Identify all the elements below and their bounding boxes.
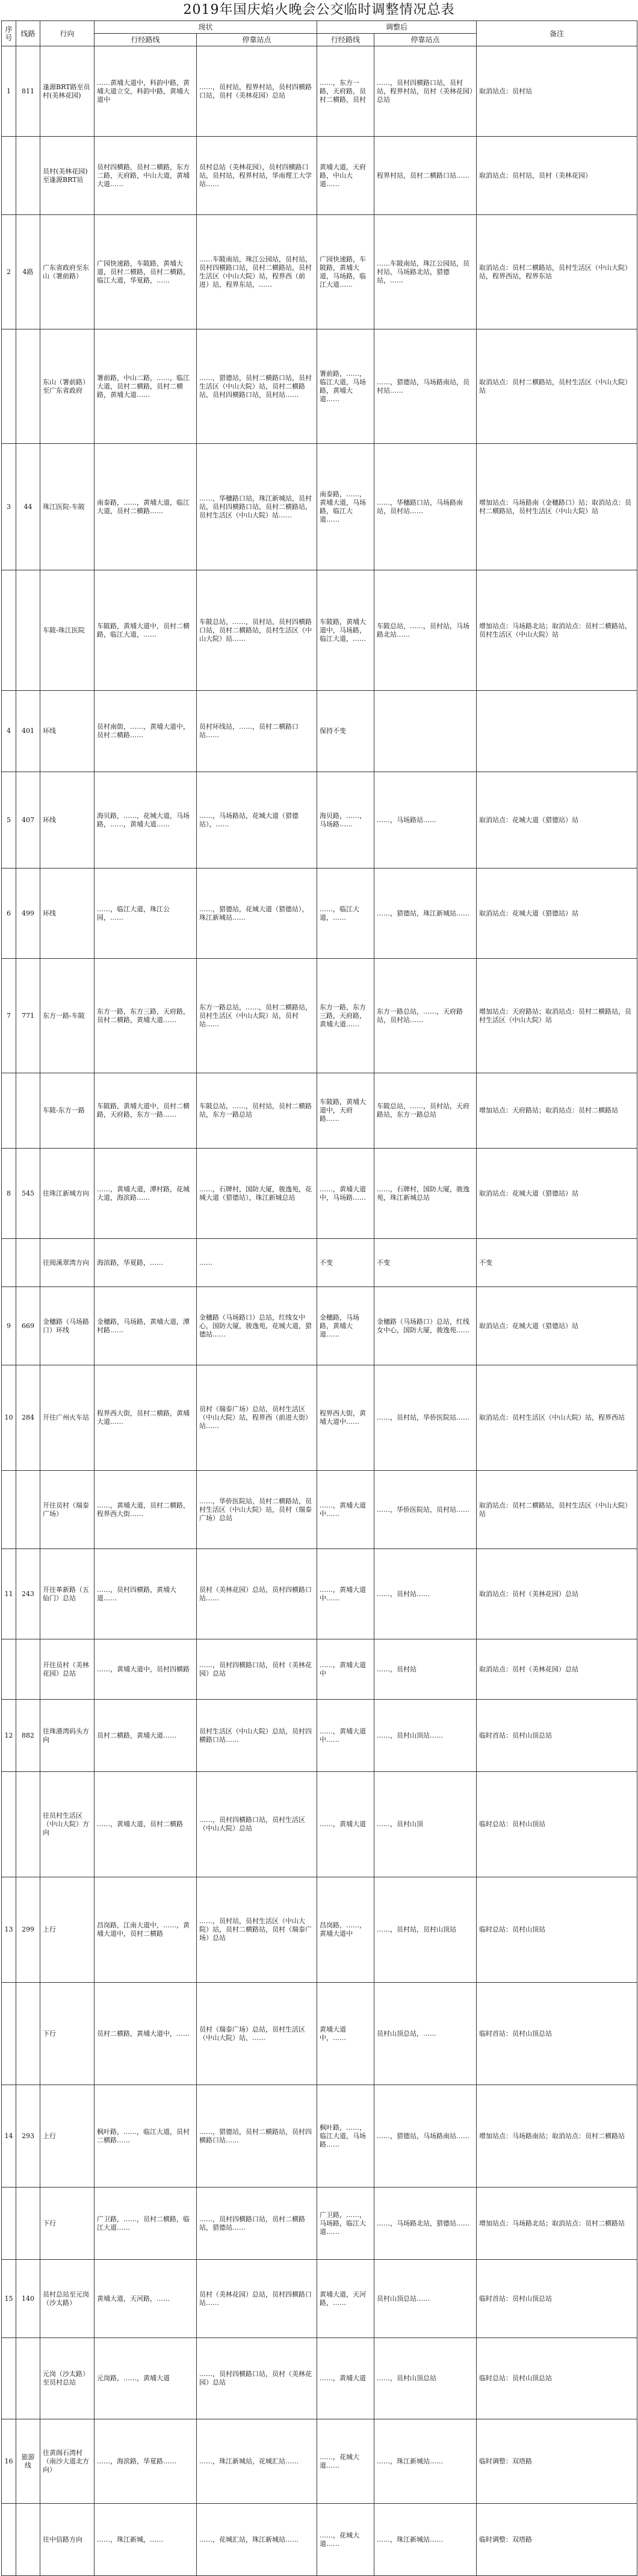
current-route-cell: ……，黄埔大道中，员村四横路 bbox=[94, 1639, 197, 1700]
header-current-stops: 停靠站点 bbox=[197, 34, 317, 46]
seq-cell: 7 bbox=[2, 959, 16, 1073]
adjusted-stops-cell: 员村山顶总站…… bbox=[374, 2260, 477, 2338]
current-route-cell: 元岗路，……，黄埔大道 bbox=[94, 2338, 197, 2419]
current-stops-cell: ……，员村站，程界村站，员村四横路口站，员村（美林花园）总站 bbox=[197, 46, 317, 137]
seq-cell bbox=[2, 1471, 16, 1549]
adjusted-route-cell: ……，临江大道，…… bbox=[317, 869, 374, 959]
adjusted-route-cell: 保持不变 bbox=[317, 691, 374, 772]
remark-cell: 临时总站：员村山顶总站 bbox=[477, 2338, 637, 2419]
table-row bbox=[2, 691, 637, 772]
table-row bbox=[2, 869, 637, 959]
remark-cell: 取消站点：员村站 bbox=[477, 46, 637, 137]
remark-cell: 取消站点：员村（美林花园）总站 bbox=[477, 1549, 637, 1639]
current-route-cell: 车陂路，黄埔大道中，员村二横路，天府路，东方一路…… bbox=[94, 1073, 197, 1149]
adjusted-stops-cell bbox=[374, 691, 477, 772]
header-direction: 行向 bbox=[40, 21, 94, 46]
remark-cell: 取消站点：花城大道（猎德站）站 bbox=[477, 869, 637, 959]
adjusted-stops-cell: ……，员村站，华侨医院站…… bbox=[374, 1365, 477, 1471]
line-cell: 4路 bbox=[16, 215, 40, 329]
table-row bbox=[2, 1772, 637, 1877]
direction-cell: 往中信路方向 bbox=[40, 2504, 94, 2576]
current-stops-cell: 员村总站（美林花园），员村四横路口站，员村站，程界村站，华南理工大学站…… bbox=[197, 137, 317, 215]
adjusted-route-cell: 南泰路，……，黄埔大道，马场路，临江大道…… bbox=[317, 444, 374, 570]
adjusted-stops-cell: ……车陂南站，珠江公园站，员村站，马场路北站，猎德站，…… bbox=[374, 215, 477, 329]
line-cell: 401 bbox=[16, 691, 40, 772]
adjusted-route-cell: ……，黄埔大道 bbox=[317, 2338, 374, 2419]
seq-cell bbox=[2, 2188, 16, 2260]
line-cell: 499 bbox=[16, 869, 40, 959]
current-stops-cell: ……，员村四横路口站，员村二横路站，猎德站…… bbox=[197, 2188, 317, 2260]
adjusted-route-cell: 不变 bbox=[317, 1239, 374, 1287]
adjusted-route-cell: ……，东方一路，天府路，员村二横路，员村 bbox=[317, 46, 374, 137]
current-route-cell: 东方一路，东方三路，天府路，员村二横路，黄埔大道…… bbox=[94, 959, 197, 1073]
header-line: 线路 bbox=[16, 21, 40, 46]
current-stops-cell: 员村（美林花园）总站，员村四横路口站…… bbox=[197, 2260, 317, 2338]
table-row bbox=[2, 329, 637, 444]
adjusted-stops-cell: 车陂总站，……，员村站，马场路北站…… bbox=[374, 570, 477, 691]
adjusted-stops-cell: ……，猎德站，马场路南站，员村站…… bbox=[374, 329, 477, 444]
seq-cell bbox=[2, 329, 16, 444]
line-cell bbox=[16, 570, 40, 691]
current-stops-cell: ……，珠江新城站，花城汇站…… bbox=[197, 2419, 317, 2504]
adjusted-stops-cell: ……，华侨医院站，员村站…… bbox=[374, 1471, 477, 1549]
adjusted-stops-cell: ……，员村山顶总站 bbox=[374, 2338, 477, 2419]
current-stops-cell: ……，员村四横路口站，员村（美林花园）总站 bbox=[197, 1639, 317, 1700]
adjusted-route-cell: ……，黄埔大道中…… bbox=[317, 1700, 374, 1772]
current-stops-cell: ……车陂南站，珠江公园站，员村站，员村四横路口站，员村二横路站，员村生活区（中山大院）站，程界西（前进）站，程界东站，…… bbox=[197, 215, 317, 329]
line-cell: 299 bbox=[16, 1877, 40, 1983]
adjusted-stops-cell: 金穗路（马场路口）总站，红线女中心，国防大厦，骏逸苑…… bbox=[374, 1287, 477, 1365]
direction-cell: 金穗路（马场路口）环线 bbox=[40, 1287, 94, 1365]
remark-cell: 增加站点：马场路南站；取消站点：员村二横路站 bbox=[477, 2085, 637, 2188]
current-route-cell: 员村二横路，黄埔大道中，…… bbox=[94, 1983, 197, 2085]
seq-cell bbox=[2, 1639, 16, 1700]
current-route-cell: 黄埔大道，天河路，…… bbox=[94, 2260, 197, 2338]
current-route-cell: 员村南街，……，黄埔大道中，员村二横路…… bbox=[94, 691, 197, 772]
line-cell bbox=[16, 2188, 40, 2260]
table-row bbox=[2, 2419, 637, 2504]
table-body bbox=[2, 46, 637, 2576]
direction-cell: 开往员村（美林花园）总站 bbox=[40, 1639, 94, 1700]
current-stops-cell: ……，华侨医院站，员村二横路站，员村生活区（中山大院）站，员村（瑞泰广场）总站 bbox=[197, 1471, 317, 1549]
header-remark: 备注 bbox=[477, 21, 637, 46]
remark-cell: 增加站点：马场路北站；取消站点：员村二横路站，员村生活区（中山大院）站 bbox=[477, 570, 637, 691]
line-cell: 293 bbox=[16, 2085, 40, 2188]
remark-cell: 增加站点：马场路北站；取消站点：员村二横路站 bbox=[477, 2188, 637, 2260]
current-route-cell: ……，员村四横路，黄埔大道…… bbox=[94, 1549, 197, 1639]
line-cell bbox=[16, 2338, 40, 2419]
seq-cell bbox=[2, 1772, 16, 1877]
direction-cell: 元岗（沙太路）至员村总站 bbox=[40, 2338, 94, 2419]
remark-cell: 取消站点：花城大道（猎德站）站 bbox=[477, 1287, 637, 1365]
remark-cell: 增加站点：天府路站；取消站点：员村二横路站，员村生活区（中山大院）站 bbox=[477, 959, 637, 1073]
current-stops-cell: 员村（瑞泰广场）总站，员村生活区（中山大院）站，程界西（前进大街）站…… bbox=[197, 1365, 317, 1471]
adjusted-stops-cell: ……，马场路北站，猎德站…… bbox=[374, 2188, 477, 2260]
page-title: 2019年国庆焰火晚会公交临时调整情况总表 bbox=[183, 2, 455, 17]
remark-cell: 取消站点：员村二横路站，员村生活区（中山大院）站 bbox=[477, 329, 637, 444]
header-current-route: 行经路线 bbox=[94, 34, 197, 46]
line-cell bbox=[16, 1772, 40, 1877]
direction-cell: 员村总站至元岗（沙太路） bbox=[40, 2260, 94, 2338]
adjusted-route-cell: 东方一路，东方三路，天府路，黄埔大道…… bbox=[317, 959, 374, 1073]
remark-cell: 取消站点：花城大道（猎德站）站 bbox=[477, 772, 637, 869]
direction-cell: 广东省政府至东山（署前路） bbox=[40, 215, 94, 329]
table-row bbox=[2, 1549, 637, 1639]
remark-cell: 取消站点：员村生活区（中山大院）站，程界西站 bbox=[477, 1365, 637, 1471]
header-adjusted-stops: 停靠站点 bbox=[374, 34, 477, 46]
remark-cell: 临时总站：员村山顶站 bbox=[477, 1877, 637, 1983]
adjusted-stops-cell: 不变 bbox=[374, 1239, 477, 1287]
current-stops-cell: ……，猎德站，员村二横路口站，员村生活区（中山大院）站，员村二横路站，员村四横路口站，员村站…… bbox=[197, 329, 317, 444]
seq-cell: 6 bbox=[2, 869, 16, 959]
remark-cell: 取消站点：员村二横路站，员村生活区（中山大院）站 bbox=[477, 1471, 637, 1549]
current-route-cell: ……，临江大道，珠江公园，…… bbox=[94, 869, 197, 959]
adjusted-route-cell: 昌岗路，……，黄埔大道中 bbox=[317, 1877, 374, 1983]
table-row bbox=[2, 2188, 637, 2260]
table-row bbox=[2, 570, 637, 691]
current-stops-cell: 员村生活区（中山大院）总站，员村四横路口站…… bbox=[197, 1700, 317, 1772]
table-row bbox=[2, 2338, 637, 2419]
line-cell bbox=[16, 2504, 40, 2576]
table-row bbox=[2, 1700, 637, 1772]
adjusted-stops-cell: 车陂总站，……，员村站，天府路站，东方一路总站 bbox=[374, 1073, 477, 1149]
line-cell: 669 bbox=[16, 1287, 40, 1365]
current-stops-cell: 员村（瑞泰广场）总站，员村生活区（中山大院）站，…… bbox=[197, 1983, 317, 2085]
bus-adjustment-table bbox=[1, 20, 637, 2576]
line-cell: 284 bbox=[16, 1365, 40, 1471]
current-route-cell: 广园快速路，车陂路，黄埔大道，员村二横路，员村二横路，临江大道，华夏路，…… bbox=[94, 215, 197, 329]
direction-cell: 往阅溪翠湾方向 bbox=[40, 1239, 94, 1287]
current-route-cell: 海滨路，华夏路，…… bbox=[94, 1239, 197, 1287]
current-stops-cell: 员村环线站，……，员村二横路口站…… bbox=[197, 691, 317, 772]
current-stops-cell: 金穗路（马场路口）总站，红线女中心，国防大厦，骏逸苑，花城大道，猎德站…… bbox=[197, 1287, 317, 1365]
line-cell bbox=[16, 1073, 40, 1149]
direction-cell: 珠江医院-车陂 bbox=[40, 444, 94, 570]
line-cell: 882 bbox=[16, 1700, 40, 1772]
current-stops-cell: 员村（美林花园）总站，员村四横路口站…… bbox=[197, 1549, 317, 1639]
seq-cell: 12 bbox=[2, 1700, 16, 1772]
header-row-1 bbox=[2, 21, 637, 34]
current-stops-cell: …… bbox=[197, 1239, 317, 1287]
seq-cell: 5 bbox=[2, 772, 16, 869]
adjusted-stops-cell: 程界村站，员村二横路口站…… bbox=[374, 137, 477, 215]
current-route-cell: 署前路，中山二路，……，临江大道，员村二横路，员村二横路，黄埔大道…… bbox=[94, 329, 197, 444]
current-route-cell: 金穗路，马场路，黄埔大道，潭村路…… bbox=[94, 1287, 197, 1365]
current-route-cell: 海贝路，……，花城大道，马场路，……，黄埔大道…… bbox=[94, 772, 197, 869]
line-cell bbox=[16, 1239, 40, 1287]
adjusted-route-cell: 广卫路，……，马场路，临江大道…… bbox=[317, 2188, 374, 2260]
seq-cell bbox=[2, 2338, 16, 2419]
current-route-cell: ……，黄埔大道，员村二横路，程界西大街…… bbox=[94, 1471, 197, 1549]
current-route-cell: 程界西大街，员村二横路，黄埔大道…… bbox=[94, 1365, 197, 1471]
seq-cell: 10 bbox=[2, 1365, 16, 1471]
remark-cell: 临时首站：员村山顶总站 bbox=[477, 1700, 637, 1772]
table-row bbox=[2, 1983, 637, 2085]
line-cell: 243 bbox=[16, 1549, 40, 1639]
seq-cell bbox=[2, 570, 16, 691]
seq-cell: 1 bbox=[2, 46, 16, 137]
seq-cell: 9 bbox=[2, 1287, 16, 1365]
remark-cell: 取消站点：员村二横路站，员村生活区（中山大院）站，程界西站，程界东站 bbox=[477, 215, 637, 329]
direction-cell: 车陂-东方一路 bbox=[40, 1073, 94, 1149]
remark-cell: 不变 bbox=[477, 1239, 637, 1287]
adjusted-stops-cell: ……，石牌村，国防大厦，骏逸苑，珠江新城总站 bbox=[374, 1149, 477, 1239]
current-stops-cell: ……，猎德站，员村二横路站，员村四横路口站…… bbox=[197, 2085, 317, 2188]
remark-cell bbox=[477, 691, 637, 772]
header-current: 现状 bbox=[94, 21, 317, 34]
direction-cell: 上行 bbox=[40, 1877, 94, 1983]
adjusted-route-cell: 枫叶路，……，临江大道，马场路…… bbox=[317, 2085, 374, 2188]
adjusted-route-cell: 黄埔大道，天河路，…… bbox=[317, 2260, 374, 2338]
remark-cell: 临时调整：双塔路 bbox=[477, 2419, 637, 2504]
direction-cell: 开往革新路（五仙门）总站 bbox=[40, 1549, 94, 1639]
current-route-cell: ……，黄埔大道，员村二横路 bbox=[94, 1772, 197, 1877]
current-stops-cell: ……，员村站，员村生活区（中山大院）站，员村二横路站，员村（瑞泰广场）总站 bbox=[197, 1877, 317, 1983]
seq-cell bbox=[2, 1073, 16, 1149]
line-cell bbox=[16, 1639, 40, 1700]
remark-cell: 临时首站：员村山顶总站 bbox=[477, 1983, 637, 2085]
adjusted-route-cell: 黄埔大道中，…… bbox=[317, 1983, 374, 2085]
current-stops-cell: 车陂总站，……，员村站，员村二横路站，东方一路总站 bbox=[197, 1073, 317, 1149]
current-stops-cell: ……，员村四横路口站，员村（美林花园）总站 bbox=[197, 2338, 317, 2419]
table-row bbox=[2, 1877, 637, 1983]
direction-cell: 上行 bbox=[40, 2085, 94, 2188]
adjusted-route-cell: ……，黄埔大道 bbox=[317, 1772, 374, 1877]
current-stops-cell: ……，花城汇站，珠江新城站…… bbox=[197, 2504, 317, 2576]
direction-cell: 下行 bbox=[40, 2188, 94, 2260]
current-stops-cell: ……，马场路站，花城大道（猎德站），…… bbox=[197, 772, 317, 869]
table-row bbox=[2, 1471, 637, 1549]
table-row bbox=[2, 1073, 637, 1149]
adjusted-stops-cell: 东方一路总站，……，天府路站，员村站…… bbox=[374, 959, 477, 1073]
remark-cell: 临时调整：双塔路 bbox=[477, 2504, 637, 2576]
adjusted-route-cell: 车陂路，黄埔大道中，马场路，临江大道，…… bbox=[317, 570, 374, 691]
current-route-cell: 枫叶路，……，临江大道，员村二横路…… bbox=[94, 2085, 197, 2188]
direction-cell: 往珠江新城方向 bbox=[40, 1149, 94, 1239]
adjusted-stops-cell: ……，华穗路口站，马场路南站，员村站…… bbox=[374, 444, 477, 570]
line-cell: 811 bbox=[16, 46, 40, 137]
current-stops-cell: 车陂总站，……，员村站，员村四横路口站，员村二横路站，员村生活区（中山大院）站…… bbox=[197, 570, 317, 691]
direction-cell: 东山（署前路）至广东省政府 bbox=[40, 329, 94, 444]
current-route-cell: 员村二横路，黄埔大道…… bbox=[94, 1700, 197, 1772]
direction-cell: 车陂-珠江医院 bbox=[40, 570, 94, 691]
direction-cell: 环线 bbox=[40, 772, 94, 869]
adjusted-route-cell: ……，黄埔大道中…… bbox=[317, 1549, 374, 1639]
seq-cell bbox=[2, 137, 16, 215]
table-row bbox=[2, 215, 637, 329]
direction-cell: 往员村生活区（中山大院）方向 bbox=[40, 1772, 94, 1877]
adjusted-route-cell: 程界西大街，黄埔大道中…… bbox=[317, 1365, 374, 1471]
table-row bbox=[2, 2504, 637, 2576]
table-row bbox=[2, 1149, 637, 1239]
adjusted-stops-cell: ……，员村站 bbox=[374, 1639, 477, 1700]
adjusted-route-cell: ……，黄埔大道中…… bbox=[317, 1471, 374, 1549]
adjusted-stops-cell: ……，猎德站，珠江新城站…… bbox=[374, 869, 477, 959]
adjusted-stops-cell: ……，员村四横路口站，员村站，程界村站，员村（美林花园）总站 bbox=[374, 46, 477, 137]
seq-cell: 8 bbox=[2, 1149, 16, 1239]
direction-cell: 员村(美林花园)至逢源BRT站 bbox=[40, 137, 94, 215]
seq-cell: 16 bbox=[2, 2419, 16, 2504]
remark-cell: 取消站点：员村站，员村（美林花园） bbox=[477, 137, 637, 215]
adjusted-route-cell: ……，花城大道…… bbox=[317, 2419, 374, 2504]
adjusted-route-cell: ……，黄埔大道中 bbox=[317, 1639, 374, 1700]
table-row bbox=[2, 2260, 637, 2338]
line-cell: 545 bbox=[16, 1149, 40, 1239]
table-row bbox=[2, 444, 637, 570]
current-route-cell: ……，黄埔大道，潭村路，花城大道，海滨路…… bbox=[94, 1149, 197, 1239]
current-route-cell: ……，海滨路，华夏路…… bbox=[94, 2419, 197, 2504]
current-route-cell: ……，珠江新城，…… bbox=[94, 2504, 197, 2576]
adjusted-route-cell: ……，黄埔大道中，马场路…… bbox=[317, 1149, 374, 1239]
current-stops-cell: 东方一路总站，……，员村二横路站，员村生活区（中山大院）站，员村站…… bbox=[197, 959, 317, 1073]
current-route-cell: ……黄埔大道中，科韵中路，黄埔大道立交，科韵中路，黄埔大道中 bbox=[94, 46, 197, 137]
seq-cell bbox=[2, 2504, 16, 2576]
seq-cell: 14 bbox=[2, 2085, 16, 2188]
seq-cell: 3 bbox=[2, 444, 16, 570]
current-stops-cell: ……，华穗路口站，珠江新城站，员村站，员村四横路口站，员村二横路站，员村生活区（中山大院）站…… bbox=[197, 444, 317, 570]
adjusted-stops-cell: ……，员村站，员村山顶站 bbox=[374, 1877, 477, 1983]
table-row bbox=[2, 959, 637, 1073]
line-cell bbox=[16, 329, 40, 444]
direction-cell: 开往广州火车站 bbox=[40, 1365, 94, 1471]
line-cell bbox=[16, 137, 40, 215]
adjusted-route-cell: 海贝路，……，马场路…… bbox=[317, 772, 374, 869]
seq-cell: 15 bbox=[2, 2260, 16, 2338]
current-stops-cell: ……，石牌村，国防大厦，骏逸苑，花城大道（猎德站），珠江新城总站 bbox=[197, 1149, 317, 1239]
adjusted-stops-cell: ……，猎德站，马场路南站…… bbox=[374, 2085, 477, 2188]
current-route-cell: 员村四横路，员村二横路，东方二路，天府路，中山大道，黄埔大道…… bbox=[94, 137, 197, 215]
line-cell: 140 bbox=[16, 2260, 40, 2338]
seq-cell: 2 bbox=[2, 215, 16, 329]
current-route-cell: 车陂路，黄埔大道中，员村二横路，临江大道，…… bbox=[94, 570, 197, 691]
current-stops-cell: ……，员村四横路口站，员村生活区（中山大院）总站 bbox=[197, 1772, 317, 1877]
seq-cell bbox=[2, 1239, 16, 1287]
remark-cell: 增加站点：马场路南（金穗路口）站；取消站点：员村二横路站，员村生活区（中山大院）站 bbox=[477, 444, 637, 570]
adjusted-route-cell: 车陂路，黄埔大道中，天府路…… bbox=[317, 1073, 374, 1149]
current-route-cell: 南泰路，……，黄埔大道，临江大道，员村二横路…… bbox=[94, 444, 197, 570]
table-row bbox=[2, 1365, 637, 1471]
direction-cell: 下行 bbox=[40, 1983, 94, 2085]
adjusted-stops-cell: ……，员村站…… bbox=[374, 1549, 477, 1639]
adjusted-stops-cell: ……，珠江新城站…… bbox=[374, 2419, 477, 2504]
adjusted-stops-cell: ……，马场路站…… bbox=[374, 772, 477, 869]
table-row bbox=[2, 1239, 637, 1287]
header-adjusted-route: 行经路线 bbox=[317, 34, 374, 46]
adjusted-stops-cell: 员村山顶总站，…… bbox=[374, 1983, 477, 2085]
remark-cell: 取消站点：员村（美林花园）总站 bbox=[477, 1639, 637, 1700]
adjusted-route-cell: 金穗路，马场路，黄埔大道…… bbox=[317, 1287, 374, 1365]
header-seq: 序号 bbox=[2, 21, 16, 46]
table-row bbox=[2, 772, 637, 869]
current-route-cell: 昌岗路，江南大道中，……，黄埔大道中，员村二横路 bbox=[94, 1877, 197, 1983]
remark-cell: 增加站点：天府路站；取消站点：员村二横路站 bbox=[477, 1073, 637, 1149]
direction-cell: 东方一路-车陂 bbox=[40, 959, 94, 1073]
adjusted-stops-cell: ……，珠江新城站…… bbox=[374, 2504, 477, 2576]
current-stops-cell: ……，猎德站，花城大道（猎德站），珠江新城站…… bbox=[197, 869, 317, 959]
remark-cell: 取消站点：花城大道（猎德站）站 bbox=[477, 1149, 637, 1239]
line-cell bbox=[16, 1983, 40, 2085]
line-cell: 771 bbox=[16, 959, 40, 1073]
adjusted-route-cell: 黄埔大道，天府路，中山大道…… bbox=[317, 137, 374, 215]
seq-cell bbox=[2, 1983, 16, 2085]
header-adjusted: 调整后 bbox=[317, 21, 477, 34]
table-row bbox=[2, 137, 637, 215]
adjusted-route-cell: 广园快速路，车陂路，黄埔大道，马场路，临江大道…… bbox=[317, 215, 374, 329]
line-cell bbox=[16, 1471, 40, 1549]
seq-cell: 13 bbox=[2, 1877, 16, 1983]
table-row bbox=[2, 2085, 637, 2188]
seq-cell: 11 bbox=[2, 1549, 16, 1639]
adjusted-route-cell: ……，花城大道…… bbox=[317, 2504, 374, 2576]
seq-cell: 4 bbox=[2, 691, 16, 772]
line-cell: 旅游线 bbox=[16, 2419, 40, 2504]
line-cell: 44 bbox=[16, 444, 40, 570]
direction-cell: 往珠港湾码头方向 bbox=[40, 1700, 94, 1772]
adjusted-stops-cell: ……，员村山顶 bbox=[374, 1772, 477, 1877]
adjusted-route-cell: 署前路，……，临江大道，马场路，黄埔大道…… bbox=[317, 329, 374, 444]
direction-cell: 往黄阁石湾村（南沙大道北方向） bbox=[40, 2419, 94, 2504]
table-row bbox=[2, 1639, 637, 1700]
table-row bbox=[2, 46, 637, 137]
direction-cell: 逢源BRT路至员村(美林花园) bbox=[40, 46, 94, 137]
remark-cell: 临时总站：员村山顶站 bbox=[477, 1772, 637, 1877]
remark-cell: 临时首站：员村山顶总站 bbox=[477, 2260, 637, 2338]
current-route-cell: 广卫路，……，员村二横路，临江大道…… bbox=[94, 2188, 197, 2260]
direction-cell: 环线 bbox=[40, 869, 94, 959]
line-cell: 407 bbox=[16, 772, 40, 869]
direction-cell: 环线 bbox=[40, 691, 94, 772]
table-row bbox=[2, 1287, 637, 1365]
adjusted-stops-cell: ……，员村山顶站…… bbox=[374, 1700, 477, 1772]
direction-cell: 开往员村（瑞泰广场） bbox=[40, 1471, 94, 1549]
